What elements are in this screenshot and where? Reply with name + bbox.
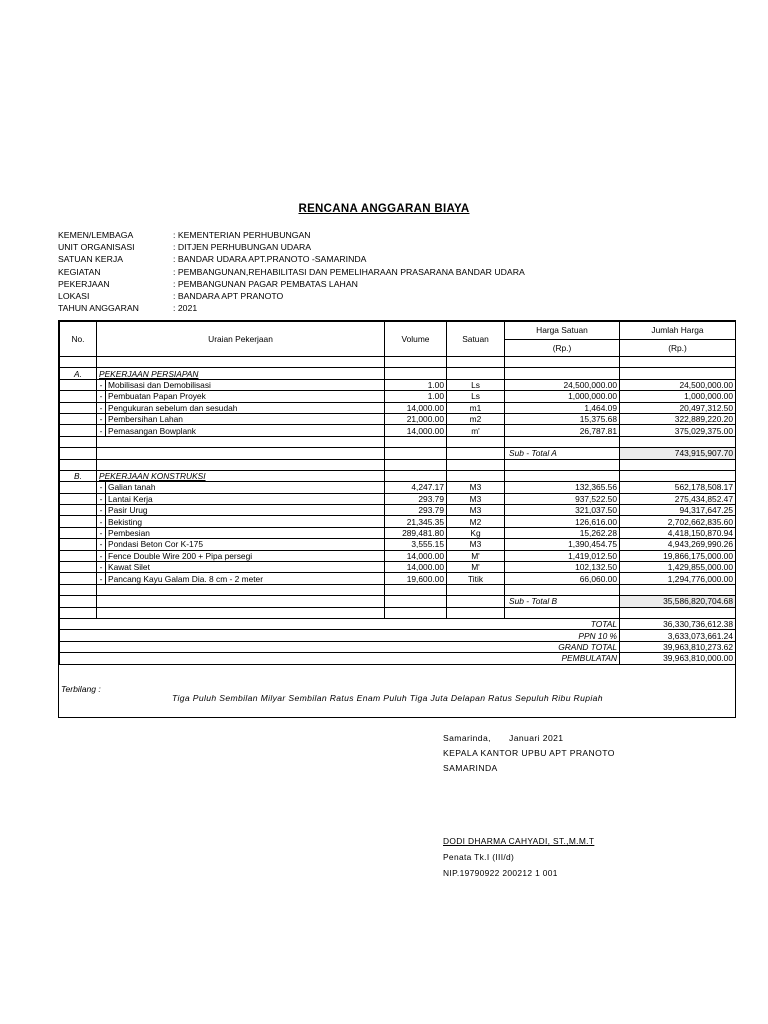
- signature-office: KEPALA KANTOR UPBU APT PRANOTO: [443, 748, 615, 758]
- item-total: 1,000,000.00: [620, 391, 736, 402]
- meta-key: KEGIATAN: [58, 266, 101, 277]
- item-dash: -: [97, 391, 106, 402]
- subtotal-row-b: [60, 596, 736, 607]
- spacer-row: [60, 607, 736, 618]
- item-price: 1,000,000.00: [505, 391, 620, 402]
- signer-rank: Penata Tk.I (III/d): [443, 852, 515, 862]
- spacer-row: [60, 436, 736, 447]
- item-description: Pondasi Beton Cor K-175: [106, 539, 385, 550]
- ppn-label: PPN 10 %: [60, 630, 620, 641]
- item-dash: -: [97, 562, 106, 573]
- meta-value: : BANDAR UDARA APT.PRANOTO -SAMARINDA: [173, 254, 367, 265]
- section-b-header: [60, 470, 736, 481]
- item-description: Pemasangan Bowplank: [106, 425, 385, 436]
- table-row: [60, 527, 736, 538]
- budget-table-frame: [58, 320, 736, 718]
- budget-table: [59, 321, 736, 665]
- signer-block: [443, 833, 594, 881]
- table-row: [60, 493, 736, 504]
- signer-name: DODI DHARMA CAHYADI, ST.,M.M.T: [443, 836, 595, 846]
- meta-value: : KEMENTERIAN PERHUBUNGAN: [173, 230, 311, 240]
- item-unit: M': [447, 550, 505, 561]
- item-volume: 289,481.80: [385, 527, 447, 538]
- grand-total-label: GRAND TOTAL: [60, 641, 620, 652]
- item-price: 1,390,454.75: [505, 539, 620, 550]
- meta-row-kegiatan: [58, 266, 525, 278]
- table-row: [60, 402, 736, 413]
- meta-row-kementerian: [58, 229, 525, 241]
- item-total: 1,429,855,000.00: [620, 562, 736, 573]
- ppn-row: [60, 630, 736, 641]
- item-total: 1,294,776,000.00: [620, 573, 736, 584]
- item-volume: 1.00: [385, 379, 447, 390]
- terbilang-label: Terbilang :: [61, 684, 101, 694]
- item-unit: M3: [447, 539, 505, 550]
- signature-city: Samarinda,: [443, 733, 491, 743]
- item-dash: -: [97, 402, 106, 413]
- item-dash: -: [97, 516, 106, 527]
- grand-total-row: [60, 641, 736, 652]
- item-description: Galian tanah: [106, 482, 385, 493]
- col-header-volume: Volume: [385, 322, 447, 357]
- item-description: Pasir Urug: [106, 505, 385, 516]
- item-volume: 14,000.00: [385, 425, 447, 436]
- item-unit: M3: [447, 482, 505, 493]
- item-unit: m': [447, 425, 505, 436]
- item-dash: -: [97, 550, 106, 561]
- subtotal-value: 743,915,907.70: [620, 448, 736, 459]
- item-description: Pembesian: [106, 527, 385, 538]
- item-total: 4,943,269,990.26: [620, 539, 736, 550]
- total-row: [60, 618, 736, 629]
- item-unit: m1: [447, 402, 505, 413]
- subtotal-value: 35,586,820,704.68: [620, 596, 736, 607]
- item-price: 26,787.81: [505, 425, 620, 436]
- signature-block: [443, 731, 615, 776]
- project-info: [58, 229, 525, 314]
- item-unit: Ls: [447, 379, 505, 390]
- item-total: 2,702,662,835.60: [620, 516, 736, 527]
- item-price: 321,037.50: [505, 505, 620, 516]
- table-row: [60, 505, 736, 516]
- meta-row-unit: [58, 241, 525, 253]
- spacer-row: [60, 459, 736, 470]
- item-description: Pengukuran sebelum dan sesudah: [106, 402, 385, 413]
- item-dash: -: [97, 539, 106, 550]
- item-dash: -: [97, 425, 106, 436]
- item-dash: -: [97, 527, 106, 538]
- table-row: [60, 562, 736, 573]
- table-row: [60, 550, 736, 561]
- item-total: 562,178,508.17: [620, 482, 736, 493]
- meta-key: SATUAN KERJA: [58, 254, 124, 265]
- item-price: 1,464.09: [505, 402, 620, 413]
- item-price: 24,500,000.00: [505, 379, 620, 390]
- col-header-harga-satuan: Harga Satuan: [505, 322, 620, 340]
- total-label: TOTAL: [60, 618, 620, 629]
- total-value: 36,330,736,612.38: [620, 618, 736, 629]
- item-total: 20,497,312.50: [620, 402, 736, 413]
- item-volume: 14,000.00: [385, 562, 447, 573]
- meta-value: : 2021: [173, 303, 198, 314]
- section-code: A.: [60, 368, 97, 379]
- meta-key: LOKASI: [58, 291, 90, 302]
- item-price: 66,060.00: [505, 573, 620, 584]
- item-unit: Ls: [447, 391, 505, 402]
- item-dash: -: [97, 413, 106, 424]
- item-volume: 19,600.00: [385, 573, 447, 584]
- item-description: Pancang Kayu Galam Dia. 8 cm - 2 meter: [106, 573, 385, 584]
- section-code: B.: [60, 470, 97, 481]
- meta-value: : PEMBANGUNAN PAGAR PEMBATAS LAHAN: [173, 278, 358, 289]
- item-dash: -: [97, 493, 106, 504]
- item-description: Pembersihan Lahan: [106, 413, 385, 424]
- item-total: 375,029,375.00: [620, 425, 736, 436]
- table-row: [60, 379, 736, 390]
- col-header-rp: (Rp.): [620, 339, 736, 357]
- meta-row-pekerjaan: [58, 278, 525, 290]
- item-volume: 21,345.35: [385, 516, 447, 527]
- meta-value: : PEMBANGUNAN,REHABILITASI DAN PEMELIHARAAN PRASARANA BANDAR UDARA: [173, 266, 525, 277]
- item-unit: Titik: [447, 573, 505, 584]
- item-volume: 293.79: [385, 493, 447, 504]
- table-row: [60, 539, 736, 550]
- table-row: [60, 391, 736, 402]
- table-row: [60, 482, 736, 493]
- item-dash: -: [97, 505, 106, 516]
- col-header-uraian: Uraian Pekerjaan: [97, 322, 385, 357]
- item-volume: 1.00: [385, 391, 447, 402]
- col-header-jumlah-harga: Jumlah Harga: [620, 322, 736, 340]
- item-unit: m2: [447, 413, 505, 424]
- signer-nip: NIP.19790922 200212 1 001: [443, 868, 558, 878]
- meta-key: TAHUN ANGGARAN: [58, 303, 139, 314]
- item-volume: 3,555.15: [385, 539, 447, 550]
- item-dash: -: [97, 379, 106, 390]
- meta-key: KEMEN/LEMBAGA: [58, 230, 134, 240]
- table-row: [60, 413, 736, 424]
- meta-value: : BANDARA APT PRANOTO: [173, 291, 284, 302]
- meta-value: : DITJEN PERHUBUNGAN UDARA: [173, 242, 312, 253]
- item-total: 322,889,220.20: [620, 413, 736, 424]
- item-unit: M2: [447, 516, 505, 527]
- item-total: 275,434,852.47: [620, 493, 736, 504]
- subtotal-row-a: [60, 448, 736, 459]
- item-unit: M3: [447, 505, 505, 516]
- pembulatan-label: PEMBULATAN: [60, 653, 620, 664]
- item-total: 24,500,000.00: [620, 379, 736, 390]
- item-description: Mobilisasi dan Demobilisasi: [106, 379, 385, 390]
- spacer-row: [60, 357, 736, 368]
- signature-month-year: Januari 2021: [509, 733, 564, 743]
- item-description: Kawat Silet: [106, 562, 385, 573]
- item-price: 126,616.00: [505, 516, 620, 527]
- section-title: PEKERJAAN KONSTRUKSI: [97, 470, 385, 481]
- meta-key: PEKERJAAN: [58, 278, 110, 289]
- item-total: 94,317,647.25: [620, 505, 736, 516]
- spacer-row: [60, 584, 736, 595]
- ppn-value: 3,633,073,661.24: [620, 630, 736, 641]
- meta-row-tahun: [58, 302, 525, 314]
- subtotal-label: Sub - Total B: [505, 596, 620, 607]
- item-description: Pembuatan Papan Proyek: [106, 391, 385, 402]
- item-description: Lantai Kerja: [106, 493, 385, 504]
- section-a-header: [60, 368, 736, 379]
- item-unit: M': [447, 562, 505, 573]
- item-unit: Kg: [447, 527, 505, 538]
- item-dash: -: [97, 482, 106, 493]
- table-row: [60, 516, 736, 527]
- pembulatan-value: 39,963,810,000.00: [620, 653, 736, 664]
- item-price: 132,365.56: [505, 482, 620, 493]
- item-description: Fence Double Wire 200 + Pipa persegi: [106, 550, 385, 561]
- item-volume: 14,000.00: [385, 550, 447, 561]
- item-total: 4,418,150,870.94: [620, 527, 736, 538]
- item-price: 15,262.28: [505, 527, 620, 538]
- item-unit: M3: [447, 493, 505, 504]
- col-header-no: No.: [60, 322, 97, 357]
- meta-row-lokasi: [58, 290, 525, 302]
- item-volume: 4,247.17: [385, 482, 447, 493]
- item-description: Bekisting: [106, 516, 385, 527]
- table-row: [60, 573, 736, 584]
- col-header-satuan: Satuan: [447, 322, 505, 357]
- item-total: 19,866,175,000.00: [620, 550, 736, 561]
- item-price: 15,375.68: [505, 413, 620, 424]
- item-volume: 293.79: [385, 505, 447, 516]
- item-volume: 21,000.00: [385, 413, 447, 424]
- signature-office-city: SAMARINDA: [443, 763, 498, 773]
- item-price: 102,132.50: [505, 562, 620, 573]
- section-title: PEKERJAAN PERSIAPAN: [97, 368, 385, 379]
- pembulatan-row: [60, 653, 736, 664]
- signature-date: [443, 731, 615, 746]
- col-header-rp: (Rp.): [505, 339, 620, 357]
- item-volume: 14,000.00: [385, 402, 447, 413]
- meta-row-satker: [58, 253, 525, 265]
- subtotal-label: Sub - Total A: [505, 448, 620, 459]
- item-price: 1,419,012.50: [505, 550, 620, 561]
- document-title: RENCANA ANGGARAN BIAYA: [298, 203, 470, 215]
- item-price: 937,522.50: [505, 493, 620, 504]
- table-row: [60, 425, 736, 436]
- grand-total-value: 39,963,810,273.62: [620, 641, 736, 652]
- item-dash: -: [97, 573, 106, 584]
- meta-key: UNIT ORGANISASI: [58, 242, 135, 253]
- terbilang-text: Tiga Puluh Sembilan Milyar Sembilan Ratus Enam Puluh Tiga Juta Delapan Ratus Sepuluh Ribu Rupiah: [172, 693, 603, 703]
